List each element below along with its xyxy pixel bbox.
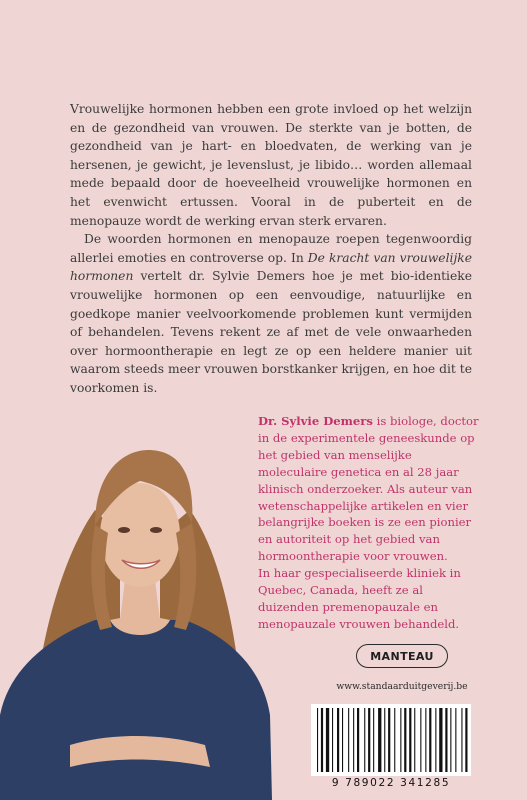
barcode-bars (311, 704, 471, 776)
publisher-logo (356, 644, 448, 668)
barcode-bar (378, 708, 381, 772)
book-blurb (70, 100, 472, 398)
barcode-bar (364, 708, 365, 772)
publisher-website: www.standaarduitgeverij.be (336, 681, 468, 692)
barcode-bar (317, 708, 318, 772)
barcode-bar (357, 708, 359, 772)
barcode-bar (326, 708, 329, 772)
author-name: Dr. Sylvie Demers (258, 414, 373, 428)
barcode-bar (455, 708, 456, 772)
blurb-p2-start: De woorden hormonen en menopauze roepen tegenwoordig allerlei emoties en controverse op. In (70, 232, 472, 265)
book-title: De kracht van vrouwelijke hormonen (70, 250, 472, 284)
bio-text-1: is biologe, doctor in de experimentele geneeskunde op het gebied van menselijke moleculaire genetica en al 28 jaar klinisch onderzoeker. Als auteur van wetenschappelijke artikelen en vier belangrijke boeken is ze een pionier en autoriteit op het gebied van hormoontherapie voor vrouwen. (258, 414, 479, 564)
barcode-bar (394, 708, 395, 772)
barcode-bar (465, 708, 467, 772)
barcode-bar (414, 708, 415, 772)
barcode-bar (420, 708, 421, 772)
blurb-paragraph-1: Vrouwelijke hormonen hebben een grote invloed op het welzijn en de gezondheid van vrouwen. De sterkte van je botten, de gezondheid van je hart- en bloedvaten, de werking van je hersenen, je gewicht, je levenslust, je libido… worden allemaal mede bepaald door de hoeveelheid vrouwelijke hormonen en het evenwicht ertussen. Vooral in de puberteit en de menopauze wordt de werking ervan sterk ervaren. (70, 102, 472, 228)
barcode-bar (332, 708, 333, 772)
blurb-paragraph-2 (70, 230, 472, 397)
barcode-bar (439, 708, 442, 772)
bio-intro (258, 413, 480, 565)
barcode-bar (353, 708, 354, 772)
barcode-bar (337, 708, 339, 772)
publisher-logo-text: MANTEAU (370, 649, 434, 663)
barcode-bar (400, 708, 401, 772)
barcode-bar (348, 708, 349, 772)
barcode-number: 9 789022 341285 (331, 777, 451, 789)
barcode-bar (321, 708, 323, 772)
barcode-bar (368, 708, 370, 772)
barcode-bar (388, 708, 390, 772)
author-bio (258, 413, 480, 633)
author-photo (0, 415, 272, 800)
barcode-bar (384, 708, 385, 772)
barcode-bar (445, 708, 447, 772)
barcode-bar (429, 708, 431, 772)
barcode-bar (409, 708, 411, 772)
barcode-bar (461, 708, 462, 772)
bio-text-2: In haar gespecialiseerde kliniek in Quebec, Canada, heeft ze al duizenden premenopauzale en menopauzale vrouwen behandeld. (258, 566, 461, 631)
barcode-bar (425, 708, 426, 772)
blurb-p2-end: vertelt dr. Sylvie Demers hoe je met bio-identieke vrouwelijke hormonen op een eenvoudige, natuurlijke en goedkope manier veelvoorkomende problemen kunt vermijden of behandelen. Tevens rekent ze af met de vele onwaarheden over hormoontherapie en legt ze op een heldere manier uit waarom steeds meer vrouwen borstkanker krijgen, en hoe dit te voorkomen is. (70, 269, 472, 395)
barcode-bar (450, 708, 451, 772)
barcode-bar (342, 708, 343, 772)
barcode-bar (373, 708, 374, 772)
barcode-bar (435, 708, 436, 772)
barcode (311, 704, 471, 776)
barcode-bar (404, 708, 406, 772)
